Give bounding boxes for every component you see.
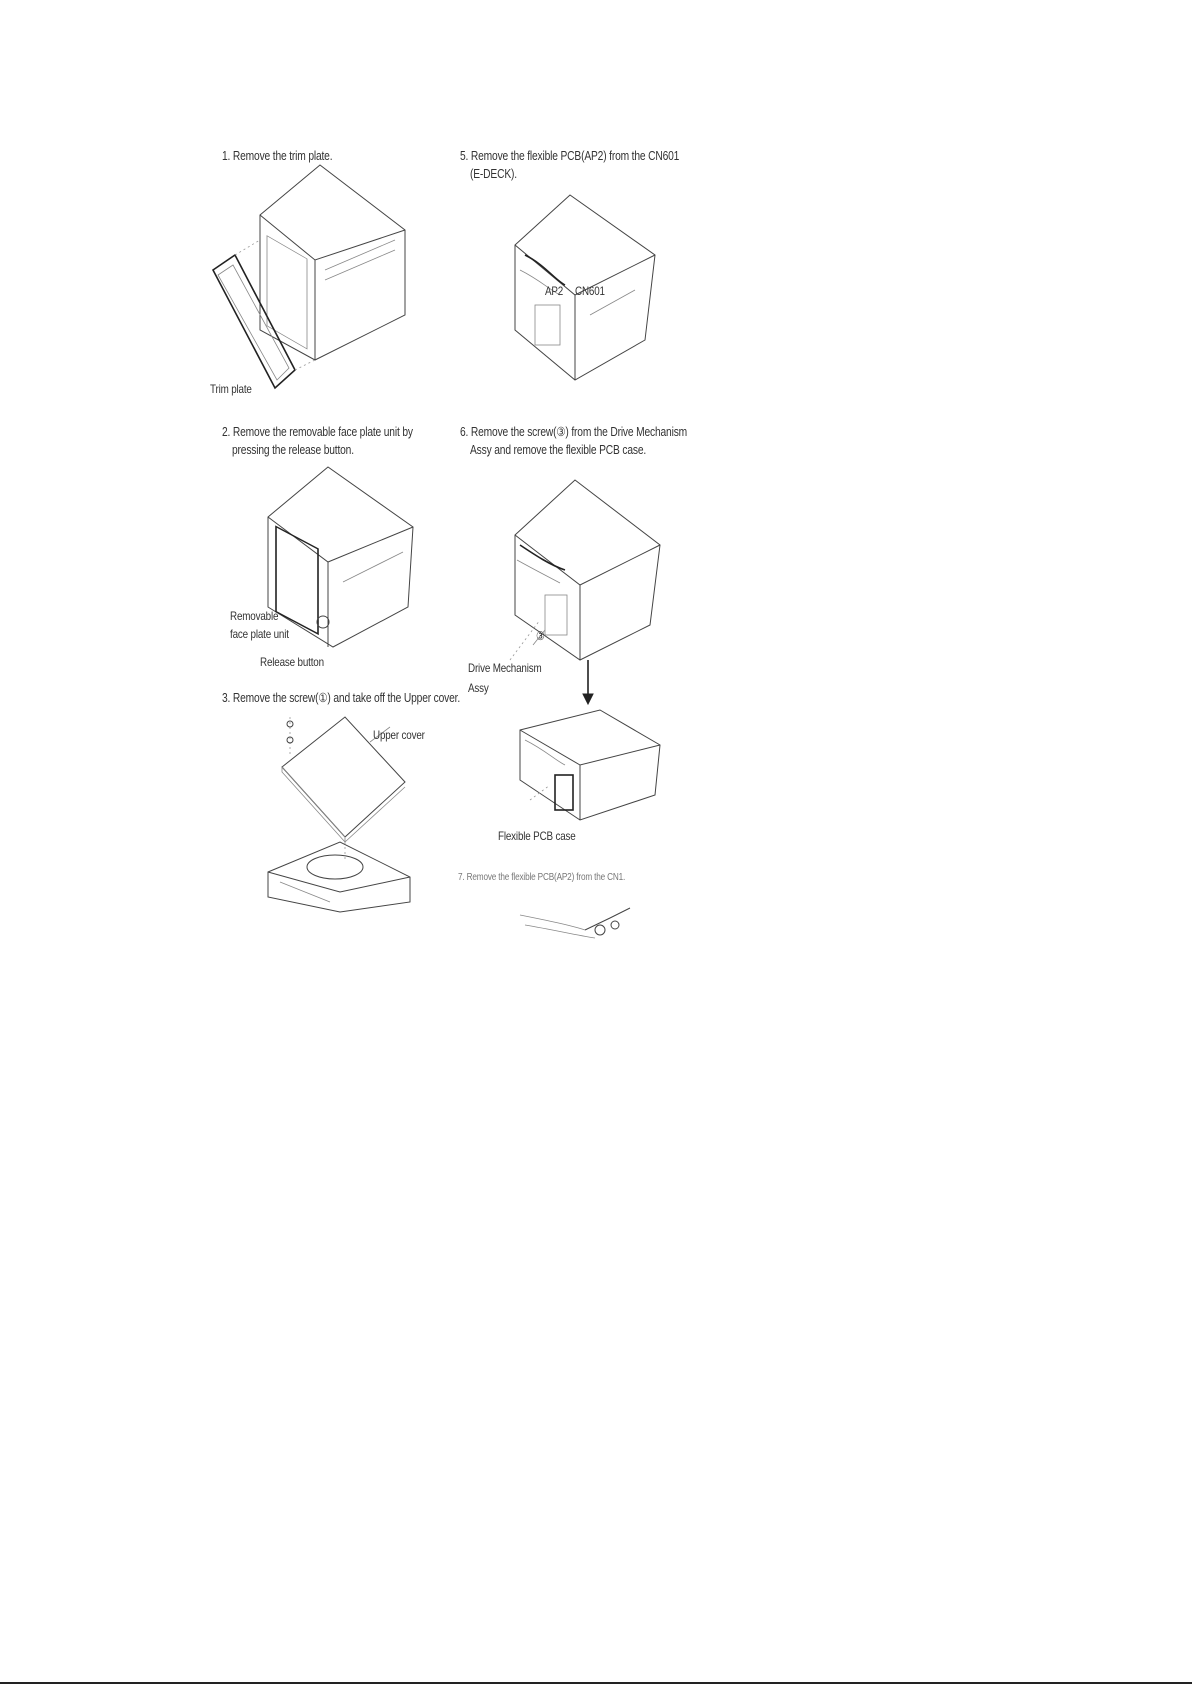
step2-instruction-line1: 2. Remove the removable face plate unit by [222,425,413,439]
step3-instruction: 3. Remove the screw(①) and take off the Upper cover. [222,691,461,705]
step2-instruction-line2: pressing the release button. [232,443,354,457]
flexible-pcb-case-illustration [510,710,670,825]
drive-mechanism-illustration [505,475,670,665]
removable-label-line2: face plate unit [230,627,289,641]
step5-instruction-line2: (E-DECK). [470,167,517,181]
flexible-pcb-cn1-illustration [515,900,640,942]
removable-label-line1: Removable [230,609,279,623]
step6-instruction-line2: Assy and remove the flexible PCB case. [470,443,647,457]
page-bottom-border [0,1682,1192,1684]
drive-mechanism-label-line1: Drive Mechanism [468,661,542,675]
upper-cover-label: Upper cover [373,728,425,742]
release-button-label: Release button [260,655,324,669]
step5-instruction-line1: 5. Remove the flexible PCB(AP2) from the CN601 [460,149,680,163]
ap2-label: AP2 [545,284,564,298]
down-arrow-icon [582,660,594,705]
drive-mechanism-label-line2: Assy [468,681,489,695]
trim-plate-removal-illustration [205,160,420,400]
face-plate-removal-illustration [258,462,428,652]
step7-instruction: 7. Remove the flexible PCB(AP2) from the CN1. [458,872,626,883]
flexible-pcb-case-label: Flexible PCB case [498,829,576,843]
cn601-label: CN601 [575,284,605,298]
trim-plate-label: Trim plate [210,382,252,396]
step6-instruction-line1: 6. Remove the screw(③) from the Drive Mechanism [460,425,688,439]
step1-instruction: 1. Remove the trim plate. [222,149,333,163]
screw-3-label: ③ [536,629,545,643]
